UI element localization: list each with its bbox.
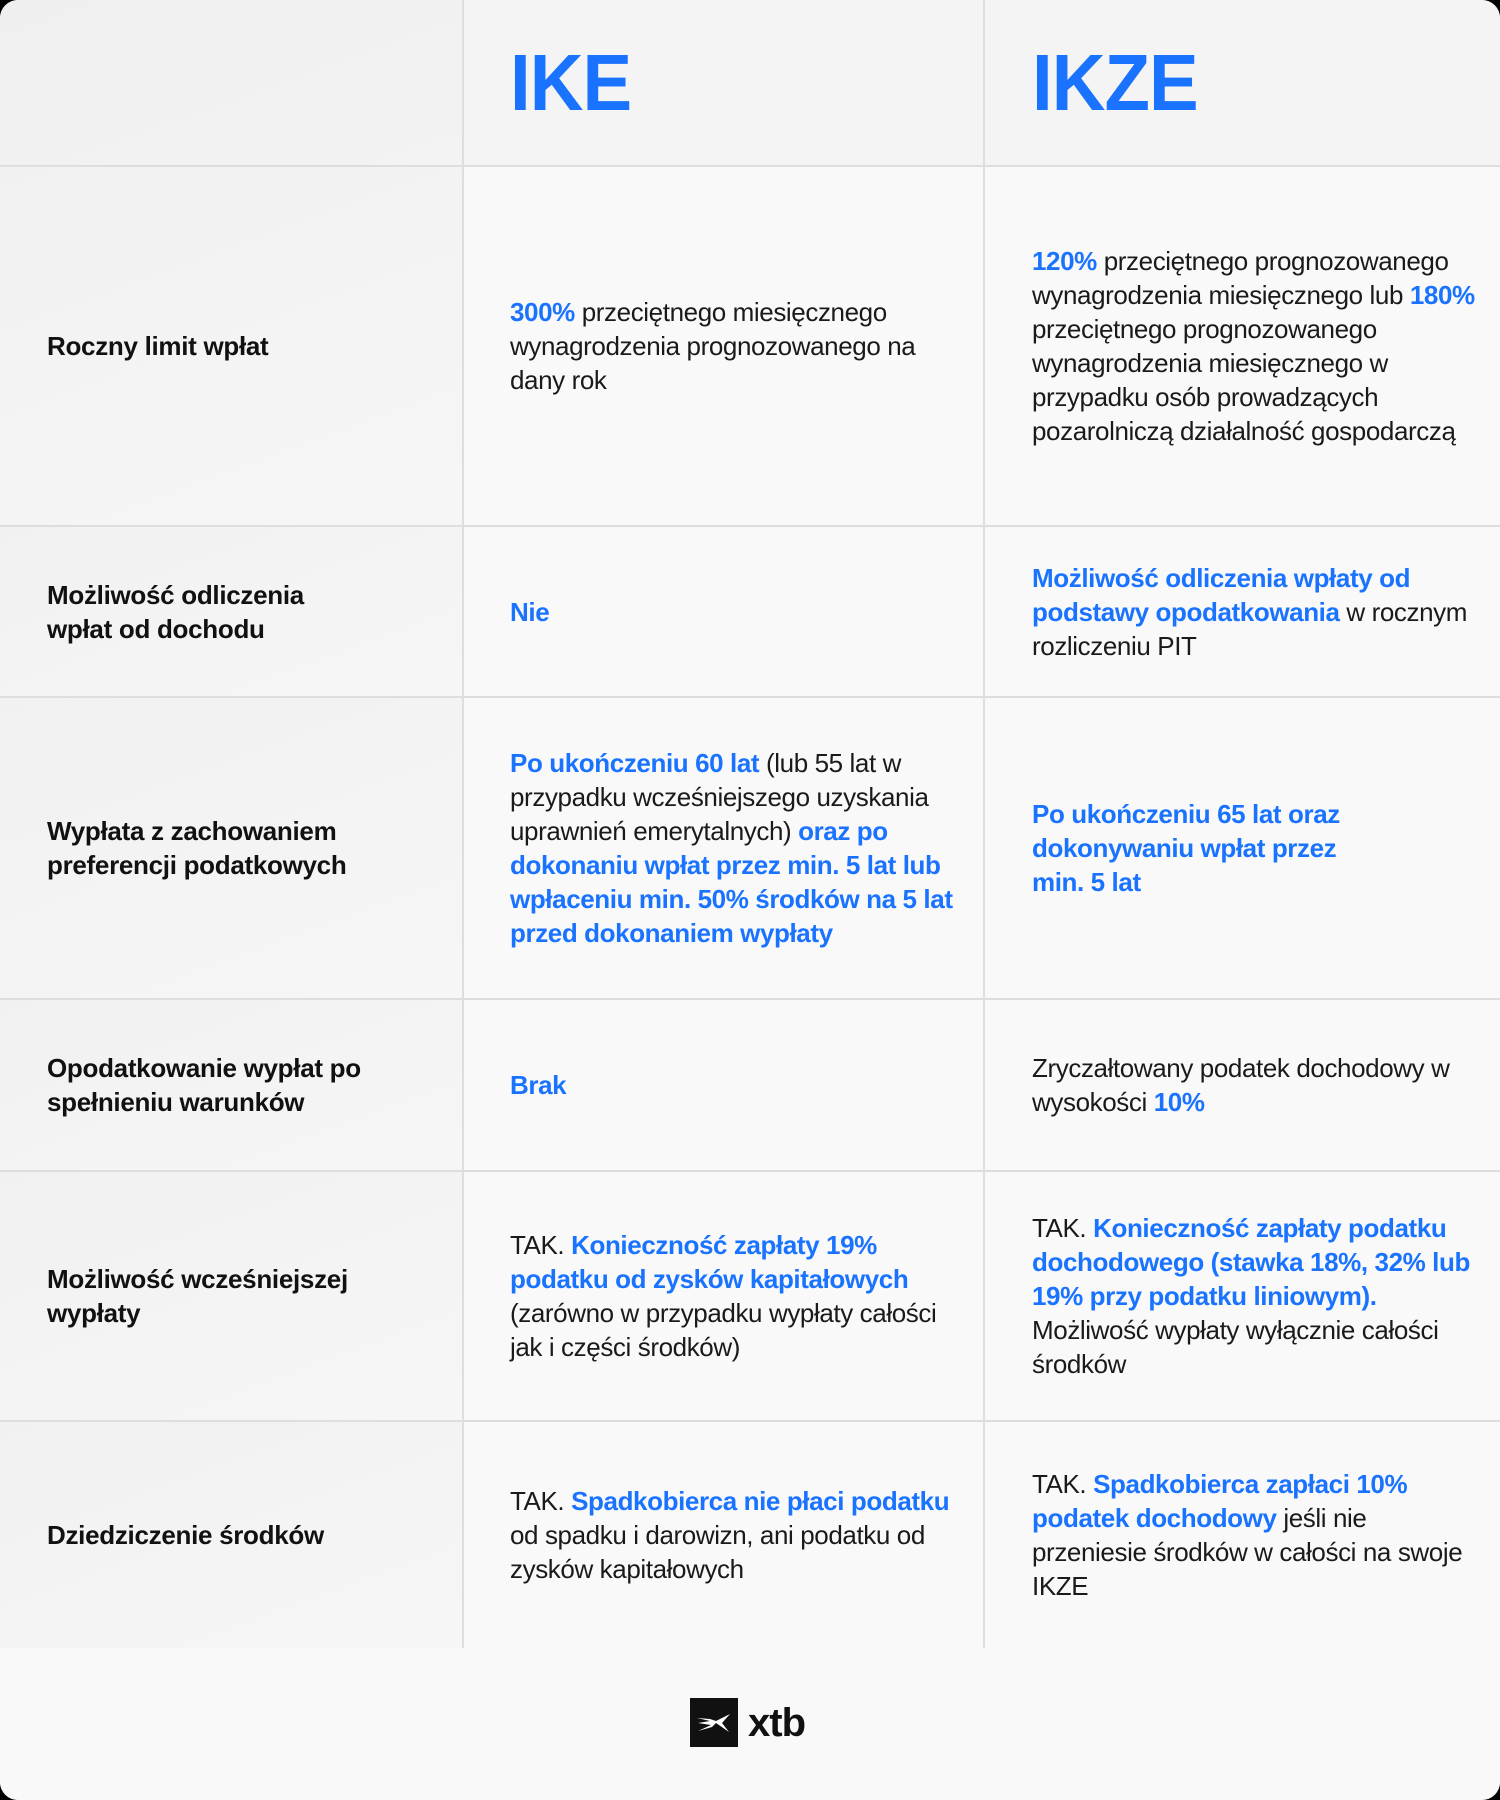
highlight-text: 180% (1409, 280, 1475, 310)
body-text: (zarówno w przypadku wypłaty całości jak i części środków) (510, 1298, 937, 1362)
table-row (0, 167, 1500, 527)
row-label: Opodatkowanie wypłat po spełnieniu warunków (47, 1053, 361, 1117)
table-header-row (0, 0, 1500, 167)
header-ikze-cell (985, 0, 1500, 165)
ikze-value (1032, 1051, 1452, 1119)
highlight-text: Po ukończeniu 65 lat oraz dokonywaniu wpłat przez min. 5 lat (1032, 799, 1340, 897)
ikze-value (1032, 797, 1392, 899)
highlight-text: Konieczność zapłaty podatku dochodowego (stawka 18%, 32% lub 19% przy podatku liniowym). (1032, 1213, 1470, 1311)
ike-value (510, 1068, 566, 1102)
table-row (0, 1422, 1500, 1648)
ike-value (510, 1484, 963, 1586)
body-text: TAK. (510, 1230, 572, 1260)
row-label: Dziedziczenie środków (47, 1520, 324, 1550)
table-row (0, 1000, 1500, 1172)
highlight-text: Spadkobierca nie płaci podatku (571, 1486, 950, 1516)
xtb-logo-icon (690, 1698, 738, 1747)
body-text: (lub 55 lat w przypadku wcześniejszego uzyskania uprawnień emerytalnych) (510, 748, 929, 846)
header-ike-title: IKE (510, 37, 632, 127)
body-text: Zryczałtowany podatek dochodowy w wysokości (1032, 1053, 1450, 1117)
body-text: przeciętnego miesięcznego wynagrodzenia prognozowanego na dany rok (510, 297, 916, 395)
highlight-text: oraz po dokonaniu wpłat przez min. 5 lat lub wpłaceniu min. 50% środków na 5 lat przed dokonaniem wypłaty (510, 816, 953, 948)
row-label: Roczny limit wpłat (47, 331, 269, 361)
highlight-text: 120% (1032, 246, 1097, 276)
header-ikze-title: IKZE (1032, 37, 1198, 127)
table-row (0, 527, 1500, 698)
header-empty-cell (0, 0, 464, 165)
ikze-value (1032, 1211, 1482, 1381)
highlight-text: Możliwość odliczenia wpłaty od podstawy opodatkowania (1032, 562, 1411, 627)
body-text: od spadku i darowizn, ani podatku od zysków kapitałowych (510, 1520, 925, 1584)
table-row (0, 1172, 1500, 1422)
ike-value (510, 1228, 963, 1364)
body-text: jeśli nie przeniesie środków w całości na swoje IKZE (1032, 1503, 1463, 1601)
body-text: TAK. (1032, 1469, 1094, 1499)
xtb-logo-text: xtb (748, 1700, 805, 1745)
row-label: Wypłata z zachowaniem preferencji podatkowych (47, 816, 347, 880)
highlight-text: Brak (510, 1070, 567, 1100)
highlight-text: Nie (510, 596, 550, 627)
highlight-text: Konieczność zapłaty 19% podatku od zysków kapitałowych (510, 1230, 909, 1294)
ike-value (510, 295, 963, 397)
highlight-text: Spadkobierca zapłaci 10% podatek dochodowy (1032, 1469, 1408, 1533)
row-label: Możliwość wcześniejszej wypłaty (47, 1264, 348, 1328)
highlight-text: 300% (510, 297, 575, 327)
table-row (0, 698, 1500, 1000)
footer (0, 1648, 1500, 1800)
ikze-value (1032, 1467, 1482, 1603)
body-text: przeciętnego prognozowanego wynagrodzenia miesięcznego lub (1032, 246, 1449, 310)
row-label: Możliwość odliczenia wpłat od dochodu (47, 579, 304, 644)
body-text: Możliwość wypłaty wyłącznie całości środków (1032, 1315, 1439, 1379)
xtb-logo (690, 1698, 805, 1747)
ikze-value (1032, 561, 1482, 663)
highlight-text: 10% (1153, 1087, 1205, 1117)
ike-value (510, 746, 963, 950)
body-text: przeciętnego prognozowanego wynagrodzenia miesięcznego w przypadku osób prowadzących pozarolniczą działalność gospodarczą (1032, 314, 1456, 446)
ike-value (510, 595, 549, 629)
header-ike-cell (464, 0, 985, 165)
ikze-value (1032, 244, 1482, 448)
highlight-text: Po ukończeniu 60 lat (510, 748, 760, 778)
body-text: TAK. (510, 1486, 572, 1516)
body-text: w rocznym rozliczeniu PIT (1032, 596, 1468, 661)
body-text: TAK. (1032, 1213, 1094, 1243)
